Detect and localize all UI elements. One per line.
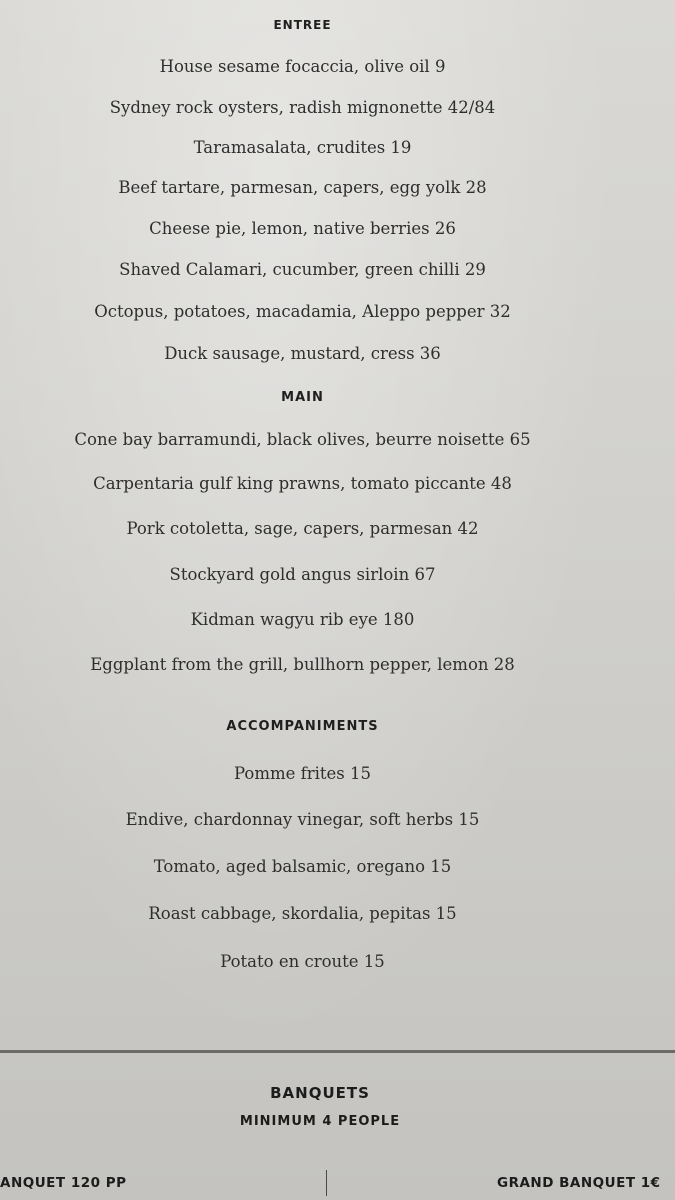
menu-item: House sesame focaccia, olive oil 9 (159, 57, 446, 76)
banquet-option-left: ANQUET 120 PP (0, 1175, 127, 1191)
menu-item: Duck sausage, mustard, cress 36 (164, 344, 441, 363)
menu-item: Kidman wagyu rib eye 180 (190, 610, 415, 629)
banquet-divider (326, 1170, 327, 1196)
menu-item: Beef tartare, parmesan, capers, egg yolk 28 (118, 178, 487, 197)
menu-item: Pomme frites 15 (233, 764, 372, 783)
menu-item: Pork cotoletta, sage, capers, parmesan 42 (126, 519, 479, 538)
banquets-subtitle: MINIMUM 4 PEOPLE (239, 1114, 401, 1129)
menu-item: Eggplant from the grill, bullhorn pepper, lemon 28 (90, 655, 515, 674)
menu-item: Octopus, potatoes, macadamia, Aleppo pepper 32 (94, 302, 511, 321)
menu-item: Carpentaria gulf king prawns, tomato piccante 48 (93, 474, 512, 493)
section-divider (0, 1050, 675, 1053)
entree-heading: ENTREE (273, 18, 332, 32)
menu-item: Stockyard gold angus sirloin 67 (169, 565, 436, 584)
menu-item: Cone bay barramundi, black olives, beurre noisette 65 (74, 430, 531, 449)
menu-item: Shaved Calamari, cucumber, green chilli 29 (119, 260, 486, 279)
menu-item: Endive, chardonnay vinegar, soft herbs 15 (125, 810, 480, 829)
banquet-option-right: GRAND BANQUET 1€ (497, 1175, 661, 1191)
menu-item: Roast cabbage, skordalia, pepitas 15 (148, 904, 457, 923)
menu-item: Taramasalata, crudites 19 (193, 138, 412, 157)
menu-item: Cheese pie, lemon, native berries 26 (149, 219, 456, 238)
banquets-heading: BANQUETS (270, 1084, 370, 1102)
menu-item: Tomato, aged balsamic, oregano 15 (153, 857, 452, 876)
menu-item: Potato en croute 15 (220, 952, 385, 971)
accompaniments-heading: ACCOMPANIMENTS (226, 719, 379, 734)
menu-item: Sydney rock oysters, radish mignonette 42/84 (109, 98, 496, 117)
main-heading: MAIN (281, 390, 324, 405)
